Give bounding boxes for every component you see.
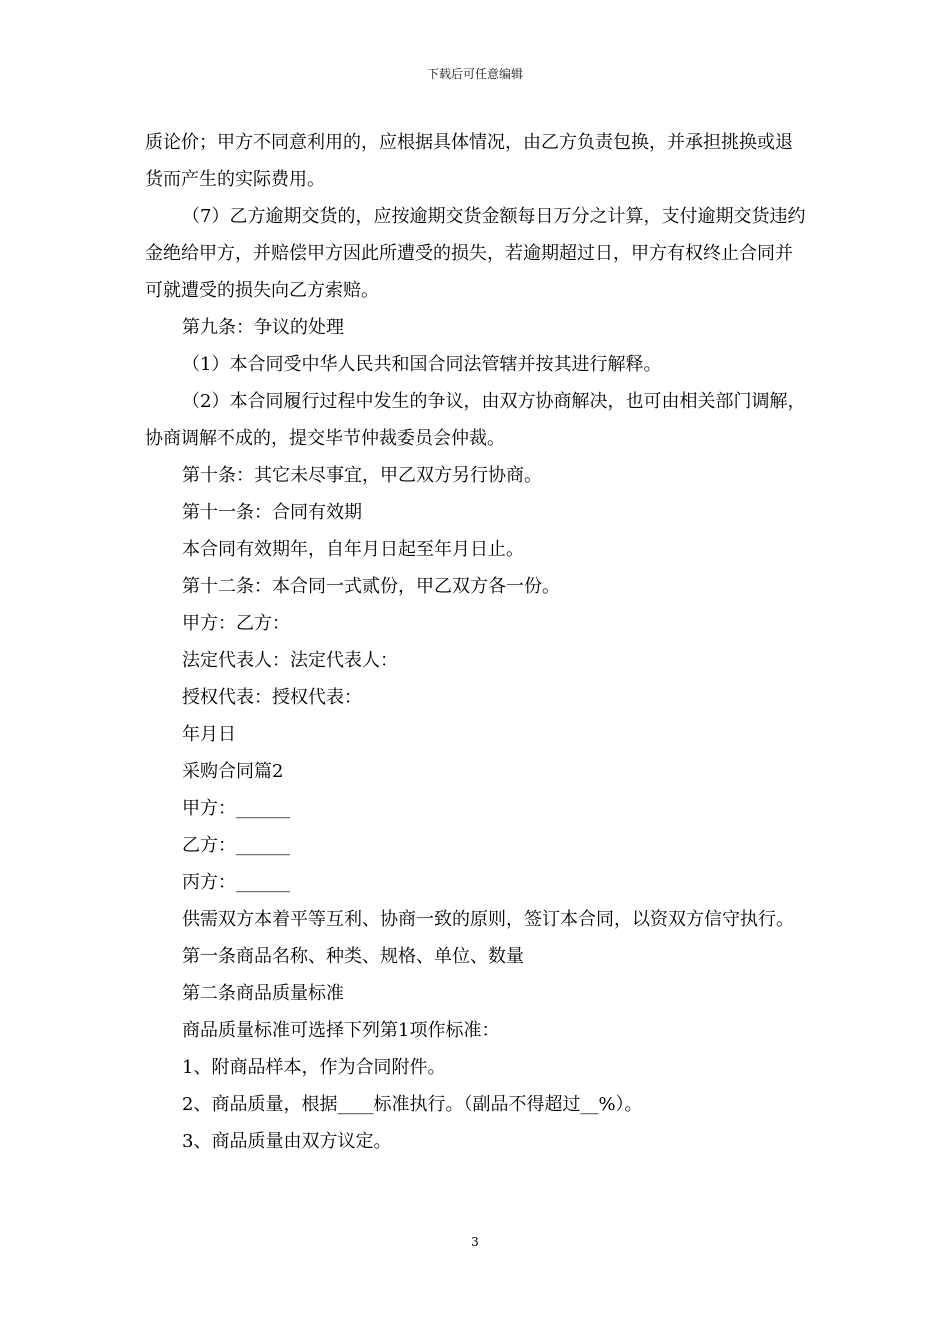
- paragraph-article-10: 第十条：其它未尽事宜，甲乙双方另行协商。: [182, 465, 542, 486]
- party-c-line: 丙方：______: [182, 872, 290, 893]
- paragraph-clause-7: （7）乙方逾期交货的，应按逾期交货金额每日万分之计算，支付逾期交货违约金绝给甲方，并赔偿甲方因此所遭受的损失，若逾期超过日，甲方有权终止合同并可就遭受的损失向乙方索赔。: [145, 206, 806, 301]
- party-b-line: 乙方：______: [182, 835, 290, 856]
- list-item-3: 3、商品质量由双方议定。: [182, 1131, 392, 1152]
- signature-date: 年月日: [182, 724, 236, 745]
- heading-article-2: 第二条商品质量标准: [182, 983, 344, 1004]
- list-item-2: 2、商品质量，根据____标准执行。（副品不得超过__%）。: [182, 1094, 643, 1115]
- signature-parties: 甲方：乙方：: [182, 613, 290, 634]
- heading-article-1: 第一条商品名称、种类、规格、单位、数量: [182, 946, 524, 967]
- section-title-contract-2: 采购合同篇2: [182, 761, 284, 782]
- party-a-line: 甲方：______: [182, 798, 290, 819]
- signature-legal-representatives: 法定代表人：法定代表人：: [182, 650, 398, 671]
- page-number: 3: [471, 1235, 479, 1249]
- list-item-1: 1、附商品样本，作为合同附件。: [182, 1057, 446, 1078]
- paragraph-article-12: 第十二条：本合同一式贰份，甲乙双方各一份。: [182, 576, 560, 597]
- page-header: 下载后可任意编辑: [426, 67, 523, 81]
- paragraph-validity: 本合同有效期年，自年月日起至年月日止。: [182, 539, 524, 560]
- signature-authorized-representatives: 授权代表：授权代表：: [182, 687, 362, 708]
- paragraph-article-9-2: （2）本合同履行过程中发生的争议，由双方协商解决，也可由相关部门调解，协商调解不成的，提交毕节仲裁委员会仲裁。: [145, 391, 806, 449]
- heading-article-9: 第九条：争议的处理: [182, 317, 344, 338]
- heading-article-11: 第十一条：合同有效期: [182, 502, 362, 523]
- document-body: [145, 124, 810, 1160]
- paragraph-continuation: 质论价；甲方不同意利用的，应根据具体情况，由乙方负责包换，并承担挑换或退货而产生的实际费用。: [145, 132, 793, 190]
- paragraph-preamble: 供需双方本着平等互利、协商一致的原则，签订本合同，以资双方信守执行。: [182, 909, 794, 930]
- paragraph-article-9-1: （1）本合同受中华人民共和国合同法管辖并按其进行解释。: [182, 354, 662, 375]
- paragraph-quality-standard: 商品质量标准可选择下列第1项作标准：: [182, 1020, 500, 1041]
